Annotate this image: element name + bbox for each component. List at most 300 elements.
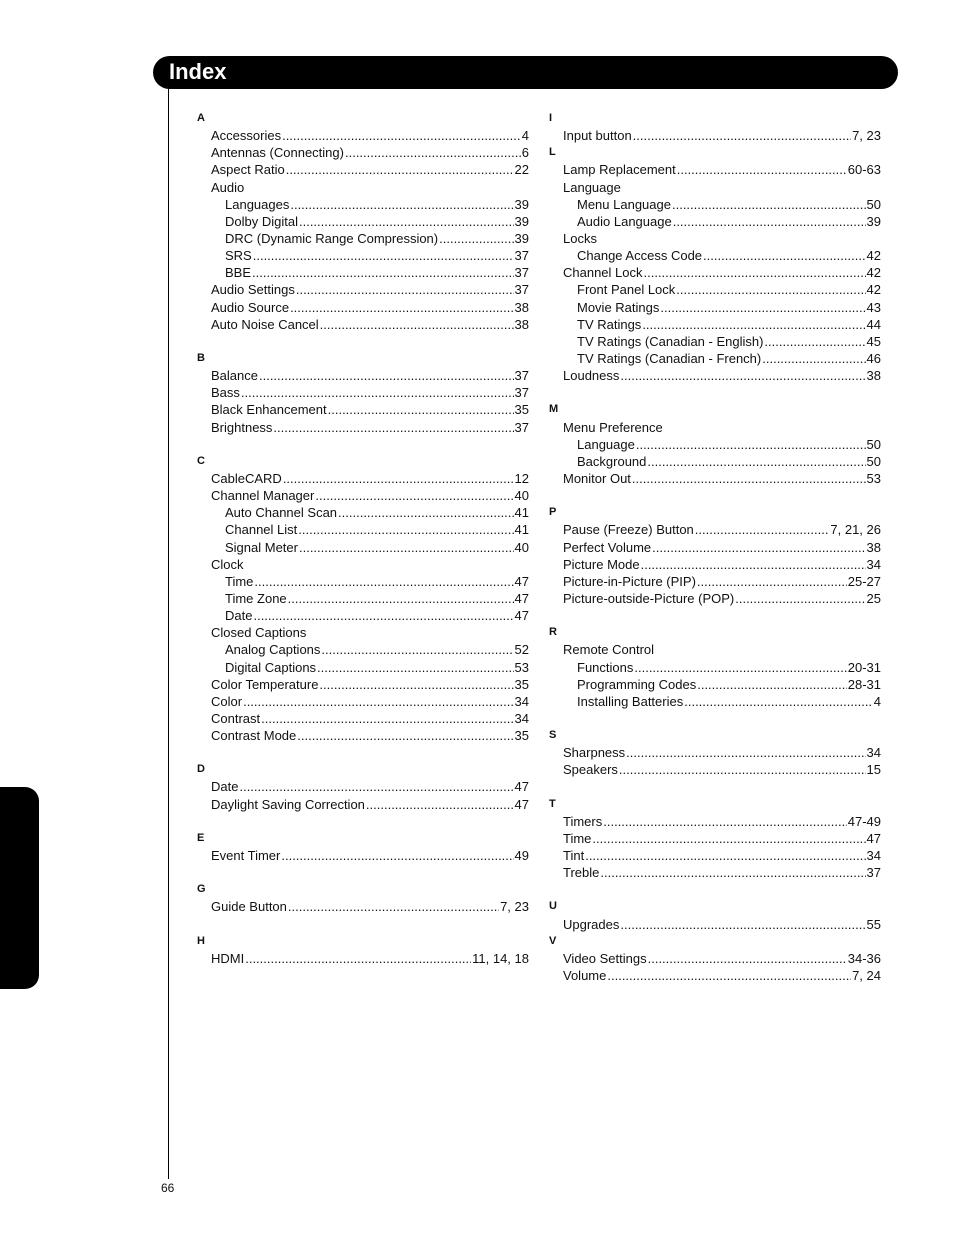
- index-entry: [197, 898, 529, 915]
- section-tab: [0, 787, 39, 989]
- index-entry-label: TV Ratings (Canadian - English): [577, 333, 764, 349]
- index-entry-page: 46: [866, 350, 881, 366]
- dot-leader: [642, 316, 865, 333]
- index-topic-heading: Locks: [563, 230, 597, 246]
- index-entry-page: 47: [514, 796, 529, 812]
- index-entry-label: Time: [563, 830, 592, 846]
- index-entry-page: 39: [514, 230, 529, 246]
- index-entry-label: Color: [211, 693, 243, 709]
- index-entry-page: 34: [514, 693, 529, 709]
- dot-leader: [328, 401, 514, 418]
- index-entry-page: 20-31: [847, 659, 881, 675]
- index-entry: [197, 504, 529, 521]
- dot-leader: [660, 299, 865, 316]
- margin-rule: [168, 89, 169, 1179]
- index-entry-label: Contrast: [211, 710, 261, 726]
- dot-leader: [253, 607, 513, 624]
- index-entry: [197, 470, 529, 487]
- index-entry-label: Picture-outside-Picture (POP): [563, 590, 735, 606]
- index-entry: [549, 281, 881, 298]
- dot-leader: [283, 470, 514, 487]
- index-entry: [549, 761, 881, 778]
- index-entry-label: Bass: [211, 385, 240, 401]
- index-entry-page: 42: [866, 282, 881, 298]
- dot-leader: [762, 350, 865, 367]
- index-entry-page: 37: [514, 419, 529, 435]
- dot-leader: [697, 676, 847, 693]
- index-entry-page: 7, 23: [852, 128, 881, 144]
- index-topic-heading: Closed Captions: [211, 625, 307, 641]
- index-entry-label: Auto Channel Scan: [225, 505, 338, 521]
- index-entry-page: 47-49: [847, 813, 881, 829]
- index-entry: [197, 384, 529, 401]
- index-entry-page: 50: [866, 453, 881, 469]
- index-letter-heading: L: [549, 146, 556, 159]
- index-entry-page: 37: [514, 282, 529, 298]
- index-entry: [197, 230, 529, 247]
- index-entry: [197, 247, 529, 264]
- index-entry-label: Speakers: [563, 762, 618, 778]
- index-entry-page: 47: [866, 830, 881, 846]
- section-spacer: [549, 487, 881, 504]
- index-entry-label: Picture Mode: [563, 556, 640, 572]
- dot-leader: [673, 213, 866, 230]
- index-entry: [549, 744, 881, 761]
- index-topic-heading: Menu Preference: [563, 419, 663, 435]
- index-entry: [549, 590, 881, 607]
- index-entry: [197, 299, 529, 316]
- index-entry-page: 28-31: [847, 676, 881, 692]
- index-entry-label: Audio Source: [211, 299, 290, 315]
- index-entry-label: Change Access Code: [577, 248, 703, 264]
- index-entry-label: Channel Manager: [211, 488, 315, 504]
- index-entry: [549, 470, 881, 487]
- index-entry: [197, 607, 529, 624]
- index-entry: [549, 264, 881, 281]
- index-entry: [549, 967, 881, 984]
- index-entry-label: Front Panel Lock: [577, 282, 676, 298]
- index-letter-heading: P: [549, 506, 557, 519]
- index-letter-heading: U: [549, 900, 557, 913]
- dot-leader: [633, 127, 851, 144]
- dot-leader: [585, 847, 865, 864]
- index-entry: [549, 436, 881, 453]
- dot-leader: [319, 676, 513, 693]
- index-entry-page: 7, 24: [852, 968, 881, 984]
- index-entry-label: Sharpness: [563, 745, 626, 761]
- dot-leader: [607, 967, 851, 984]
- index-entry-label: Input button: [563, 128, 632, 144]
- index-entry-page: 50: [866, 436, 881, 452]
- dot-leader: [600, 864, 865, 881]
- dot-leader: [290, 196, 513, 213]
- index-entry: [197, 213, 529, 230]
- index-entry-page: 60-63: [847, 162, 881, 178]
- index-letter-heading: V: [549, 934, 557, 947]
- index-letter-heading: H: [197, 934, 205, 947]
- index-entry-label: Functions: [577, 659, 634, 675]
- index-entry: [549, 350, 881, 367]
- index-entry-page: 50: [866, 196, 881, 212]
- index-entry-page: 39: [514, 213, 529, 229]
- index-entry-label: Channel Lock: [563, 265, 643, 281]
- dot-leader: [626, 744, 865, 761]
- index-entry: [549, 950, 881, 967]
- dot-leader: [684, 693, 873, 710]
- index-entry-label: Antennas (Connecting): [211, 145, 344, 161]
- index-entry-label: Aspect Ratio: [211, 162, 285, 178]
- index-entry-page: 53: [866, 470, 881, 486]
- index-entry-label: Audio Language: [577, 213, 672, 229]
- dot-leader: [296, 281, 514, 298]
- index-entry: [197, 796, 529, 813]
- index-entry-label: Installing Batteries: [577, 693, 684, 709]
- index-letter-heading: S: [549, 729, 557, 742]
- index-entry: [197, 950, 529, 967]
- index-entry-label: Dolby Digital: [225, 213, 298, 229]
- dot-leader: [676, 281, 865, 298]
- index-entry-label: Lamp Replacement: [563, 162, 676, 178]
- index-entry: [197, 316, 529, 333]
- index-entry-label: Video Settings: [563, 950, 647, 966]
- dot-leader: [592, 830, 865, 847]
- index-entry: [197, 573, 529, 590]
- index-title-bar: [153, 56, 898, 89]
- index-letter-heading: M: [549, 403, 559, 416]
- index-entry: [197, 693, 529, 710]
- index-entry: [197, 196, 529, 213]
- index-entry-label: Analog Captions: [225, 642, 321, 658]
- index-entry-label: Perfect Volume: [563, 539, 652, 555]
- dot-leader: [648, 950, 847, 967]
- dot-leader: [619, 761, 866, 778]
- index-letter-heading: B: [197, 351, 205, 364]
- dot-leader: [672, 196, 866, 213]
- index-entry-page: 7, 21, 26: [830, 522, 881, 538]
- index-entry-page: 11, 14, 18: [472, 950, 529, 966]
- section-spacer: [197, 333, 529, 350]
- dot-leader: [695, 521, 830, 538]
- index-entry-page: 34: [866, 556, 881, 572]
- dot-leader: [338, 504, 514, 521]
- index-entry: [549, 556, 881, 573]
- index-entry-label: Audio Settings: [211, 282, 295, 298]
- index-entry-page: 4: [521, 128, 529, 144]
- index-topic-heading: Clock: [211, 556, 244, 572]
- section-spacer: [549, 384, 881, 401]
- index-entry-label: DRC (Dynamic Range Compression): [225, 230, 439, 246]
- index-entry-page: 35: [514, 676, 529, 692]
- index-entry-label: Timers: [563, 813, 603, 829]
- dot-leader: [644, 264, 866, 281]
- dot-leader: [735, 590, 865, 607]
- index-entry: [549, 539, 881, 556]
- index-entry-label: Event Timer: [211, 848, 281, 864]
- index-entry-page: 41: [514, 505, 529, 521]
- index-entry-label: Digital Captions: [225, 659, 317, 675]
- section-spacer: [197, 436, 529, 453]
- index-entry: [549, 573, 881, 590]
- index-topic-heading: Audio: [211, 179, 245, 195]
- index-entry-label: Balance: [211, 368, 258, 384]
- index-entry-page: 47: [514, 590, 529, 606]
- index-entry-page: 15: [866, 762, 881, 778]
- index-entry: [549, 830, 881, 847]
- index-entry: [549, 299, 881, 316]
- section-spacer: [197, 864, 529, 881]
- index-entry: [549, 916, 881, 933]
- index-entry-page: 25: [866, 590, 881, 606]
- index-entry: [197, 401, 529, 418]
- dot-leader: [652, 539, 865, 556]
- index-entry-page: 34: [866, 848, 881, 864]
- dot-leader: [286, 161, 514, 178]
- index-entry: [197, 281, 529, 298]
- index-entry-label: Languages: [225, 196, 290, 212]
- index-entry-label: Channel List: [225, 522, 298, 538]
- page-title: Index: [169, 59, 227, 84]
- index-entry: [197, 144, 529, 161]
- index-entry-label: Guide Button: [211, 899, 287, 915]
- index-entry: [197, 521, 529, 538]
- index-entry: [549, 813, 881, 830]
- dot-leader: [253, 247, 514, 264]
- dot-leader: [315, 487, 513, 504]
- index-entry-label: Contrast Mode: [211, 728, 297, 744]
- dot-leader: [345, 144, 521, 161]
- index-letter-heading: G: [197, 883, 206, 896]
- index-entry: [197, 590, 529, 607]
- index-entry-page: 42: [866, 265, 881, 281]
- dot-leader: [641, 556, 866, 573]
- index-entry-page: 52: [514, 642, 529, 658]
- index-entry: [549, 453, 881, 470]
- index-entry-page: 38: [514, 299, 529, 315]
- index-entry: [197, 419, 529, 436]
- dot-leader: [245, 950, 471, 967]
- index-entry: [549, 316, 881, 333]
- dot-leader: [299, 539, 514, 556]
- index-entry-page: 47: [514, 779, 529, 795]
- index-entry-page: 47: [514, 608, 529, 624]
- index-entry-label: Color Temperature: [211, 676, 319, 692]
- index-entry-page: 38: [514, 316, 529, 332]
- index-entry: [197, 487, 529, 504]
- section-spacer: [197, 813, 529, 830]
- index-entry: [549, 864, 881, 881]
- index-entry-label: Menu Language: [577, 196, 671, 212]
- index-entry: [549, 127, 881, 144]
- index-entry: [549, 196, 881, 213]
- dot-leader: [252, 264, 514, 281]
- index-entry-label: HDMI: [211, 950, 245, 966]
- index-entry-page: 38: [866, 539, 881, 555]
- index-entry-page: 45: [866, 333, 881, 349]
- dot-leader: [321, 641, 513, 658]
- dot-leader: [281, 847, 513, 864]
- index-entry-page: 53: [514, 659, 529, 675]
- index-entry-page: 49: [514, 848, 529, 864]
- index-entry: [197, 641, 529, 658]
- index-entry-page: 35: [514, 402, 529, 418]
- index-entry: [549, 521, 881, 538]
- index-entry-page: 39: [866, 213, 881, 229]
- dot-leader: [439, 230, 513, 247]
- dot-leader: [297, 727, 513, 744]
- index-entry: [549, 659, 881, 676]
- dot-leader: [634, 659, 846, 676]
- dot-leader: [317, 659, 513, 676]
- index-entry-page: 6: [521, 145, 529, 161]
- index-entry: [549, 161, 881, 178]
- index-entry-label: Auto Noise Cancel: [211, 316, 319, 332]
- page-number: 66: [161, 1181, 175, 1195]
- dot-leader: [620, 916, 865, 933]
- index-entry-label: Loudness: [563, 368, 620, 384]
- dot-leader: [254, 573, 513, 590]
- index-entry-page: 37: [514, 368, 529, 384]
- index-entry-page: 42: [866, 248, 881, 264]
- dot-leader: [298, 521, 513, 538]
- index-entry-page: 44: [866, 316, 881, 332]
- index-letter-heading: R: [549, 626, 557, 639]
- index-entry-label: Upgrades: [563, 916, 620, 932]
- index-entry: [549, 676, 881, 693]
- index-letter-heading: A: [197, 112, 205, 124]
- index-column-left: [197, 110, 529, 967]
- index-entry-label: Tint: [563, 848, 585, 864]
- index-entry-label: Date: [225, 608, 253, 624]
- index-entry-label: Monitor Out: [563, 470, 631, 486]
- dot-leader: [261, 710, 513, 727]
- index-entry: [549, 333, 881, 350]
- index-entry-label: Time Zone: [225, 590, 287, 606]
- index-entry-label: Daylight Saving Correction: [211, 796, 365, 812]
- section-spacer: [549, 607, 881, 624]
- index-entry-page: 43: [866, 299, 881, 315]
- dot-leader: [603, 813, 847, 830]
- index-entry-page: 34-36: [847, 950, 881, 966]
- index-entry: [549, 367, 881, 384]
- section-spacer: [549, 881, 881, 898]
- index-entry-label: Picture-in-Picture (PIP): [563, 573, 696, 589]
- index-entry: [197, 676, 529, 693]
- dot-leader: [299, 213, 514, 230]
- index-entry-page: 40: [514, 488, 529, 504]
- index-entry-label: Language: [577, 436, 635, 452]
- index-letter-heading: D: [197, 763, 205, 776]
- dot-leader: [677, 161, 847, 178]
- index-entry-label: Date: [211, 779, 239, 795]
- index-entry-label: Pause (Freeze) Button: [563, 522, 694, 538]
- dot-leader: [320, 316, 514, 333]
- index-entry-page: 25-27: [847, 573, 881, 589]
- dot-leader: [243, 693, 513, 710]
- index-entry-page: 7, 23: [500, 899, 529, 915]
- dot-leader: [241, 384, 514, 401]
- index-entry-page: 37: [866, 865, 881, 881]
- index-topic-heading: Remote Control: [563, 642, 655, 658]
- index-entry-page: 37: [514, 385, 529, 401]
- section-spacer: [549, 710, 881, 727]
- index-letter-heading: E: [197, 831, 205, 844]
- dot-leader: [697, 573, 847, 590]
- dot-leader: [288, 898, 499, 915]
- dot-leader: [764, 333, 865, 350]
- dot-leader: [288, 590, 514, 607]
- index-entry-label: Accessories: [211, 128, 282, 144]
- index-entry: [549, 213, 881, 230]
- index-entry-page: 22: [514, 162, 529, 178]
- index-entry: [197, 264, 529, 281]
- index-entry: [197, 710, 529, 727]
- index-entry-page: 41: [514, 522, 529, 538]
- index-entry-page: 40: [514, 539, 529, 555]
- index-entry-page: 35: [514, 728, 529, 744]
- dot-leader: [620, 367, 865, 384]
- dot-leader: [282, 127, 521, 144]
- index-column-right: [549, 110, 881, 984]
- index-entry-label: Background: [577, 453, 647, 469]
- index-entry-page: 12: [514, 470, 529, 486]
- index-entry-label: Black Enhancement: [211, 402, 327, 418]
- index-entry: [549, 847, 881, 864]
- index-entry-page: 38: [866, 368, 881, 384]
- index-entry-page: 39: [514, 196, 529, 212]
- index-entry-page: 34: [866, 745, 881, 761]
- dot-leader: [647, 453, 865, 470]
- index-topic-heading: Language: [563, 179, 621, 195]
- dot-leader: [366, 796, 514, 813]
- section-spacer: [549, 778, 881, 795]
- index-entry: [549, 693, 881, 710]
- dot-leader: [239, 778, 513, 795]
- index-entry-label: BBE: [225, 265, 252, 281]
- index-entry-label: Time: [225, 573, 254, 589]
- index-entry-label: Volume: [563, 968, 607, 984]
- index-entry: [197, 727, 529, 744]
- index-entry-page: 47: [514, 573, 529, 589]
- dot-leader: [703, 247, 866, 264]
- index-entry: [549, 247, 881, 264]
- index-entry: [197, 659, 529, 676]
- dot-leader: [636, 436, 866, 453]
- index-entry: [197, 539, 529, 556]
- dot-leader: [290, 299, 513, 316]
- index-entry-label: SRS: [225, 248, 252, 264]
- index-entry-page: 34: [514, 710, 529, 726]
- index-letter-heading: I: [549, 112, 553, 124]
- section-spacer: [197, 744, 529, 761]
- index-letter-heading: T: [549, 797, 556, 810]
- dot-leader: [259, 367, 514, 384]
- index-entry: [197, 847, 529, 864]
- section-spacer: [197, 916, 529, 933]
- index-entry-label: Treble: [563, 865, 600, 881]
- index-entry: [197, 127, 529, 144]
- index-entry-page: 37: [514, 248, 529, 264]
- index-entry-label: TV Ratings: [577, 316, 642, 332]
- index-entry-page: 37: [514, 265, 529, 281]
- index-entry-label: Programming Codes: [577, 676, 697, 692]
- index-letter-heading: C: [197, 454, 205, 467]
- index-entry-label: Signal Meter: [225, 539, 298, 555]
- dot-leader: [273, 419, 513, 436]
- index-entry-label: Movie Ratings: [577, 299, 660, 315]
- index-entry: [197, 778, 529, 795]
- index-entry: [197, 161, 529, 178]
- index-entry-page: 4: [873, 693, 881, 709]
